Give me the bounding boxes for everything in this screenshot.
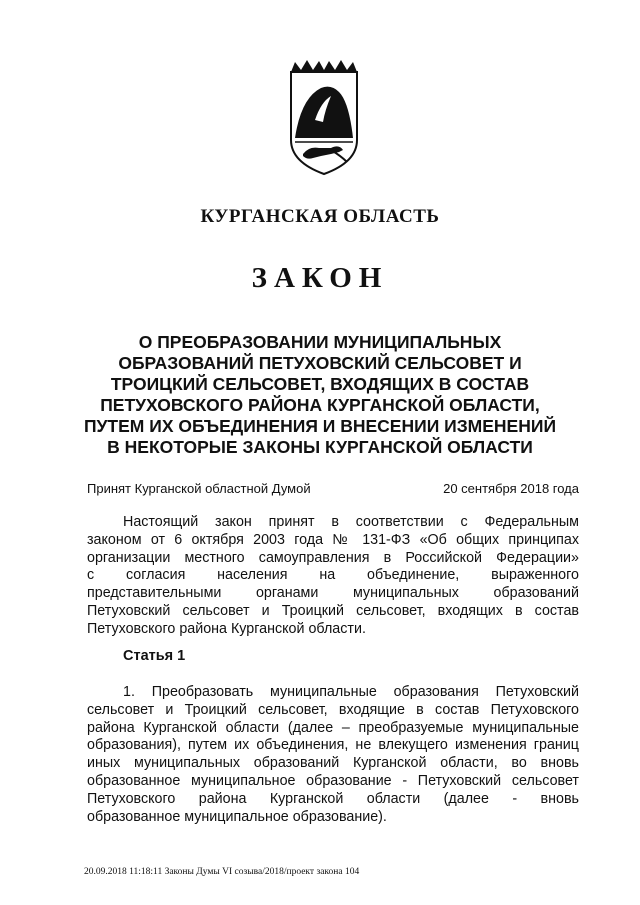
preamble-paragraph — [87, 514, 579, 639]
preamble-line: с согласия населения на объединение, выраженного — [87, 567, 579, 584]
article-line: района Курганской области (далее – преобразуемые муниципальные — [87, 719, 579, 736]
adoption-date: 20 сентября 2018 года — [443, 481, 579, 496]
coat-of-arms-icon — [285, 58, 363, 178]
preamble-line: представительными органами муниципальных образований — [87, 585, 579, 602]
preamble-line: Петуховского района Курганской области. — [87, 620, 366, 637]
title-line: ПЕТУХОВСКОГО РАЙОНА КУРГАНСКОЙ ОБЛАСТИ, — [100, 395, 540, 415]
preamble-line: Настоящий закон принят в соответствии с Федеральным — [123, 514, 579, 530]
title-line: ПУТЕМ ИХ ОБЪЕДИНЕНИЯ И ВНЕСЕНИИ ИЗМЕНЕНИЙ — [83, 416, 557, 436]
article-line: сельсовет и Троицкий сельсовет, входящие в состав Петуховского — [87, 701, 579, 718]
document-footer: 20.09.2018 11:18:11 Законы Думы VI созыва/2018/проект закона 104 — [84, 867, 360, 877]
preamble-line: законом от 6 октября 2003 года № 131-ФЗ «Об общих принципах — [87, 531, 579, 548]
title-line: ОБРАЗОВАНИЙ ПЕТУХОВСКИЙ СЕЛЬСОВЕТ И — [118, 353, 522, 373]
preamble-line: организации местного самоуправления в Российской Федерации» — [87, 549, 579, 566]
article-paragraph — [87, 684, 579, 826]
title-line: В НЕКОТОРЫЕ ЗАКОНЫ КУРГАНСКОЙ ОБЛАСТИ — [107, 437, 533, 457]
article-line: 1. Преобразовать муниципальные образования Петуховский — [123, 684, 579, 700]
law-title — [60, 332, 580, 458]
document-type-heading: ЗАКОН — [251, 262, 389, 294]
article-line: образованное муниципальное образование - Петуховский сельсовет — [87, 772, 579, 789]
region-heading: КУРГАНСКАЯ ОБЛАСТЬ — [200, 206, 440, 227]
title-line: ТРОИЦКИЙ СЕЛЬСОВЕТ, ВХОДЯЩИХ В СОСТАВ — [110, 374, 530, 394]
article-line: образования), путем их объединения, не влекущего изменения границ — [87, 737, 579, 754]
article-line: образованное муниципальное образование). — [87, 808, 387, 825]
adopted-by: Принят Курганской областной Думой — [87, 481, 311, 496]
title-line: О ПРЕОБРАЗОВАНИИ МУНИЦИПАЛЬНЫХ — [138, 332, 502, 352]
article-heading: Статья 1 — [123, 648, 186, 664]
preamble-line: Петуховский сельсовет и Троицкий сельсовет, входящих в состав — [87, 602, 579, 619]
article-line: Петуховского района Курганской области (далее - вновь — [87, 790, 579, 807]
article-line: иных муниципальных образований Курганской области, во вновь — [87, 755, 579, 772]
